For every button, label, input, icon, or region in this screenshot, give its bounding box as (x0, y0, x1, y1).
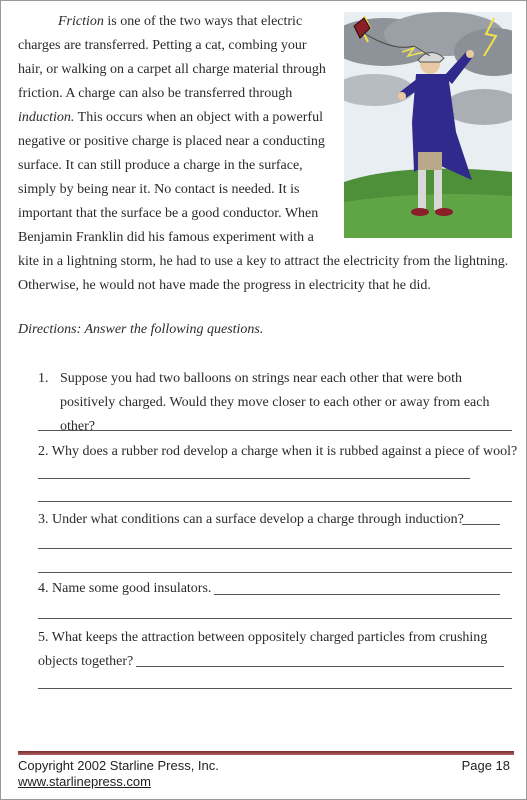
intro-passage (18, 10, 512, 298)
footer-divider (18, 751, 514, 755)
answer-line[interactable] (38, 501, 512, 502)
question-1-number: 1. (38, 371, 49, 386)
copyright-text: Copyright 2002 Starline Press, Inc. (18, 758, 219, 773)
answer-line[interactable] (38, 430, 512, 431)
induction-term: induction. (18, 110, 75, 125)
answer-line[interactable] (38, 688, 512, 689)
website-link[interactable]: www.starlinepress.com (18, 774, 151, 789)
question-1 (38, 367, 516, 439)
answer-line[interactable] (38, 478, 470, 479)
answer-line[interactable] (38, 618, 512, 619)
directions-text: Directions: Answer the following questions. (18, 322, 264, 337)
page-number: Page 18 (461, 758, 510, 773)
answer-line[interactable] (462, 524, 500, 525)
answer-line[interactable] (38, 548, 512, 549)
question-1-text: Suppose you had two balloons on strings near each other that were both positively charged. Would they move closer to each other or away from each other? (60, 371, 490, 434)
franklin-kite-illustration (344, 12, 512, 238)
question-5-text: 5. What keeps the attraction between oppositely charged particles from crushing objects together? (38, 630, 488, 669)
answer-line[interactable] (38, 572, 512, 573)
question-2-text: 2. Why does a rubber rod develop a charge when it is rubbed against a piece of wool? (38, 444, 518, 459)
answer-line[interactable] (214, 594, 500, 595)
question-4-text: 4. Name some good insulators. (38, 581, 212, 596)
friction-term: Friction (58, 14, 104, 29)
question-3-text: 3. Under what conditions can a surface develop a charge through induction? (38, 512, 464, 527)
intro-text-part2: This occurs when an object with a powerful negative or positive charge is placed near a conducting surface. It can still produce a charge in the surface, simply by being near it. No contact is needed. It is important that the surface be a good conductor. When Benjamin Franklin did his famous experiment with a kite in a lightning storm, he had to use a key to attract the electricity from the lightning. Otherwise, he would not have made the progress in electricity that he did. (18, 110, 509, 293)
answer-line[interactable] (136, 666, 504, 667)
intro-text-part1: is one of the two ways that electric charges are transferred. Petting a cat, combing your hair, or walking on a carpet all charge material through friction. A charge can also be transferred through (18, 14, 326, 101)
